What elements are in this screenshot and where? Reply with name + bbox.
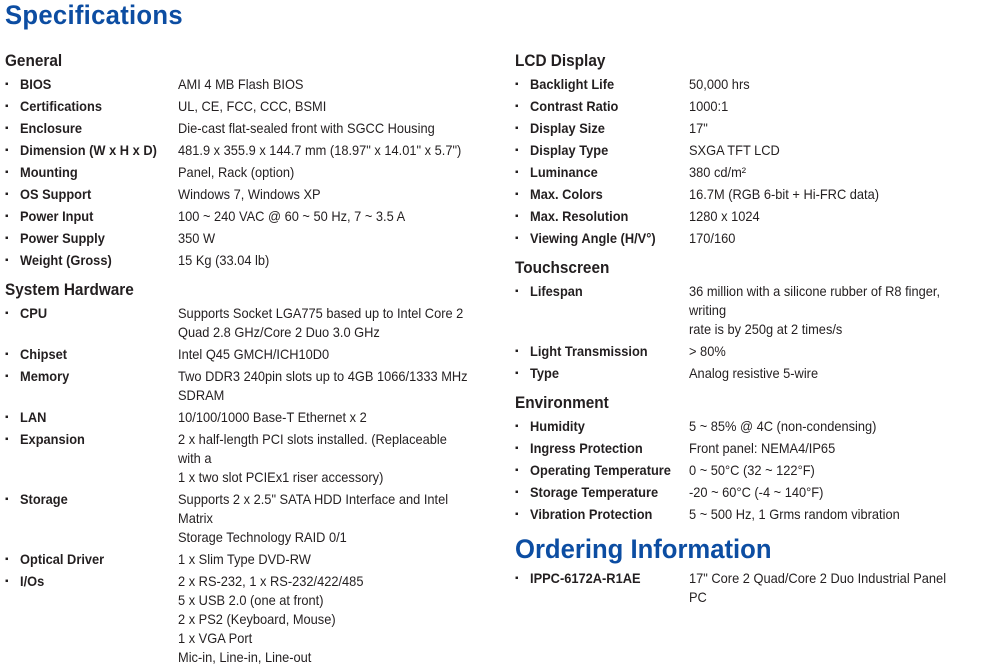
bullet-icon: ▪ — [5, 371, 9, 382]
bullet-icon: ▪ — [5, 576, 9, 587]
bullet-icon: ▪ — [5, 101, 9, 112]
spec-row — [515, 97, 981, 116]
spec-value: 2 x half-length PCI slots installed. (Replaceable with a 1 x two slot PCIEx1 riser accessory) — [178, 432, 447, 485]
bullet-icon: ▪ — [515, 573, 519, 584]
spec-label: Luminance — [530, 165, 598, 180]
spec-row — [515, 163, 981, 182]
spec-row — [515, 119, 981, 138]
spec-value: 170/160 — [689, 231, 736, 246]
spec-list — [515, 282, 981, 383]
spec-label: Weight (Gross) — [20, 253, 112, 268]
bullet-icon: ▪ — [5, 434, 9, 445]
spec-value: Front panel: NEMA4/IP65 — [689, 441, 836, 456]
spec-value: UL, CE, FCC, CCC, BSMI — [178, 99, 327, 114]
spec-value: Panel, Rack (option) — [178, 165, 295, 180]
spec-list — [515, 75, 981, 248]
spec-label: Max. Colors — [530, 187, 603, 202]
spec-label: Viewing Angle (H/V°) — [530, 231, 656, 246]
spec-value: SXGA TFT LCD — [689, 143, 780, 158]
spec-value: Supports Socket LGA775 based up to Intel Core 2 Quad 2.8 GHz/Core 2 Duo 3.0 GHz — [178, 306, 464, 340]
spec-row — [5, 119, 490, 138]
spec-label: Storage — [20, 492, 68, 507]
spec-label: Chipset — [20, 347, 68, 362]
left-column — [5, 52, 490, 670]
bullet-icon: ▪ — [5, 233, 9, 244]
spec-value: 5 ~ 500 Hz, 1 Grms random vibration — [689, 507, 900, 522]
spec-row — [515, 75, 981, 94]
spec-label: Lifespan — [530, 284, 583, 299]
bullet-icon: ▪ — [5, 255, 9, 266]
spec-label: Optical Driver — [20, 552, 105, 567]
bullet-icon: ▪ — [515, 346, 519, 357]
spec-label: Dimension (W x H x D) — [20, 143, 157, 158]
section-title: System Hardware — [5, 281, 134, 299]
spec-value: 15 Kg (33.04 lb) — [178, 253, 270, 268]
bullet-icon: ▪ — [515, 211, 519, 222]
spec-value: 50,000 hrs — [689, 77, 750, 92]
bullet-icon: ▪ — [5, 211, 9, 222]
spec-row — [515, 439, 981, 458]
spec-label: Certifications — [20, 99, 102, 114]
spec-label: Enclosure — [20, 121, 83, 136]
bullet-icon: ▪ — [515, 101, 519, 112]
spec-row — [515, 483, 981, 502]
bullet-icon: ▪ — [5, 308, 9, 319]
bullet-icon: ▪ — [5, 123, 9, 134]
section-system-hardware — [5, 281, 490, 667]
spec-list — [5, 304, 490, 667]
spec-value: Windows 7, Windows XP — [178, 187, 321, 202]
spec-row — [515, 282, 981, 339]
spec-label: Display Size — [530, 121, 605, 136]
bullet-icon: ▪ — [515, 79, 519, 90]
bullet-icon: ▪ — [5, 412, 9, 423]
spec-row — [5, 207, 490, 226]
spec-label: Vibration Protection — [530, 507, 653, 522]
spec-label: CPU — [20, 306, 48, 321]
spec-value: 100 ~ 240 VAC @ 60 ~ 50 Hz, 7 ~ 3.5 A — [178, 209, 406, 224]
bullet-icon: ▪ — [5, 167, 9, 178]
spec-row — [515, 461, 981, 480]
bullet-icon: ▪ — [515, 286, 519, 297]
section-lcd-display — [515, 52, 981, 248]
bullet-icon: ▪ — [515, 465, 519, 476]
spec-row — [5, 430, 490, 487]
spec-row — [5, 304, 490, 342]
spec-label: Ingress Protection — [530, 441, 643, 456]
spec-label: Contrast Ratio — [530, 99, 619, 114]
bullet-icon: ▪ — [5, 79, 9, 90]
spec-value: > 80% — [689, 344, 726, 359]
bullet-icon: ▪ — [515, 233, 519, 244]
spec-value: 1280 x 1024 — [689, 209, 760, 224]
spec-row — [5, 572, 490, 667]
spec-label: Mounting — [20, 165, 78, 180]
bullet-icon: ▪ — [515, 421, 519, 432]
spec-label: Operating Temperature — [530, 463, 671, 478]
spec-row — [5, 251, 490, 270]
spec-label: Storage Temperature — [530, 485, 659, 500]
spec-row — [515, 342, 981, 361]
spec-value: Intel Q45 GMCH/ICH10D0 — [178, 347, 330, 362]
bullet-icon: ▪ — [515, 443, 519, 454]
spec-label: BIOS — [20, 77, 52, 92]
bullet-icon: ▪ — [5, 494, 9, 505]
spec-row — [5, 97, 490, 116]
spec-row — [5, 185, 490, 204]
bullet-icon: ▪ — [515, 167, 519, 178]
bullet-icon: ▪ — [515, 487, 519, 498]
bullet-icon: ▪ — [515, 145, 519, 156]
spec-label: Power Supply — [20, 231, 105, 246]
spec-list — [5, 75, 490, 270]
spec-row — [5, 490, 490, 547]
bullet-icon: ▪ — [515, 123, 519, 134]
section-title: Environment — [515, 394, 609, 412]
spec-label: Max. Resolution — [530, 209, 629, 224]
section-title: General — [5, 52, 63, 70]
spec-row — [515, 569, 981, 607]
bullet-icon: ▪ — [5, 189, 9, 200]
right-column — [515, 52, 981, 610]
page-title: Specifications — [5, 0, 183, 30]
spec-row — [5, 408, 490, 427]
section-title: LCD Display — [515, 52, 606, 70]
spec-label: IPPC-6172A-R1AE — [530, 571, 641, 586]
spec-row — [5, 345, 490, 364]
spec-value: Supports 2 x 2.5" SATA HDD Interface and Intel Matrix Storage Technology RAID 0/1 — [178, 492, 449, 545]
spec-row — [515, 141, 981, 160]
spec-value: 0 ~ 50°C (32 ~ 122°F) — [689, 463, 815, 478]
spec-row — [515, 364, 981, 383]
spec-row — [5, 229, 490, 248]
spec-value: 1 x Slim Type DVD-RW — [178, 552, 311, 567]
section-title: Touchscreen — [515, 259, 610, 277]
spec-row — [5, 367, 490, 405]
spec-value: Die-cast flat-sealed front with SGCC Housing — [178, 121, 435, 136]
spec-list — [515, 569, 981, 607]
spec-label: LAN — [20, 410, 47, 425]
spec-value: AMI 4 MB Flash BIOS — [178, 77, 304, 92]
section-touchscreen — [515, 259, 981, 383]
ordering-title: Ordering Information — [515, 534, 772, 564]
spec-row — [515, 229, 981, 248]
spec-list — [515, 417, 981, 524]
spec-value: 17" Core 2 Quad/Core 2 Duo Industrial Panel PC — [689, 571, 947, 605]
spec-value: 1000:1 — [689, 99, 729, 114]
spec-value: -20 ~ 60°C (-4 ~ 140°F) — [689, 485, 824, 500]
spec-label: Type — [530, 366, 560, 381]
bullet-icon: ▪ — [515, 368, 519, 379]
spec-row — [515, 417, 981, 436]
spec-row — [515, 505, 981, 524]
spec-value: 350 W — [178, 231, 216, 246]
spec-label: Backlight Life — [530, 77, 615, 92]
spec-label: OS Support — [20, 187, 92, 202]
spec-value: 36 million with a silicone rubber of R8 finger, writing rate is by 250g at 2 times/s — [689, 284, 941, 337]
spec-label: Light Transmission — [530, 344, 648, 359]
section-environment — [515, 394, 981, 524]
spec-label: Humidity — [530, 419, 585, 434]
spec-row — [5, 550, 490, 569]
spec-value: 481.9 x 355.9 x 144.7 mm (18.97" x 14.01" x 5.7") — [178, 143, 462, 158]
spec-label: Expansion — [20, 432, 85, 447]
spec-value: 5 ~ 85% @ 4C (non-condensing) — [689, 419, 877, 434]
spec-label: Power Input — [20, 209, 94, 224]
spec-value: 10/100/1000 Base-T Ethernet x 2 — [178, 410, 367, 425]
spec-row — [5, 163, 490, 182]
bullet-icon: ▪ — [5, 349, 9, 360]
spec-value: 380 cd/m² — [689, 165, 747, 180]
spec-value: Two DDR3 240pin slots up to 4GB 1066/1333 MHz SDRAM — [178, 369, 468, 403]
spec-value: 2 x RS-232, 1 x RS-232/422/485 5 x USB 2.0 (one at front) 2 x PS2 (Keyboard, Mouse) 1 x VGA Port Mic-in, Line-in, Line-out — [178, 574, 364, 665]
spec-label: Memory — [20, 369, 70, 384]
spec-value: 16.7M (RGB 6-bit + Hi-FRC data) — [689, 187, 880, 202]
bullet-icon: ▪ — [5, 554, 9, 565]
bullet-icon: ▪ — [515, 509, 519, 520]
bullet-icon: ▪ — [515, 189, 519, 200]
spec-value: Analog resistive 5-wire — [689, 366, 819, 381]
section-ordering-information — [515, 534, 981, 607]
spec-row — [5, 141, 490, 160]
spec-row — [515, 207, 981, 226]
spec-label: Display Type — [530, 143, 609, 158]
bullet-icon: ▪ — [5, 145, 9, 156]
spec-label: I/Os — [20, 574, 45, 589]
spec-row — [5, 75, 490, 94]
section-general — [5, 52, 490, 270]
spec-row — [515, 185, 981, 204]
spec-value: 17" — [689, 121, 708, 136]
